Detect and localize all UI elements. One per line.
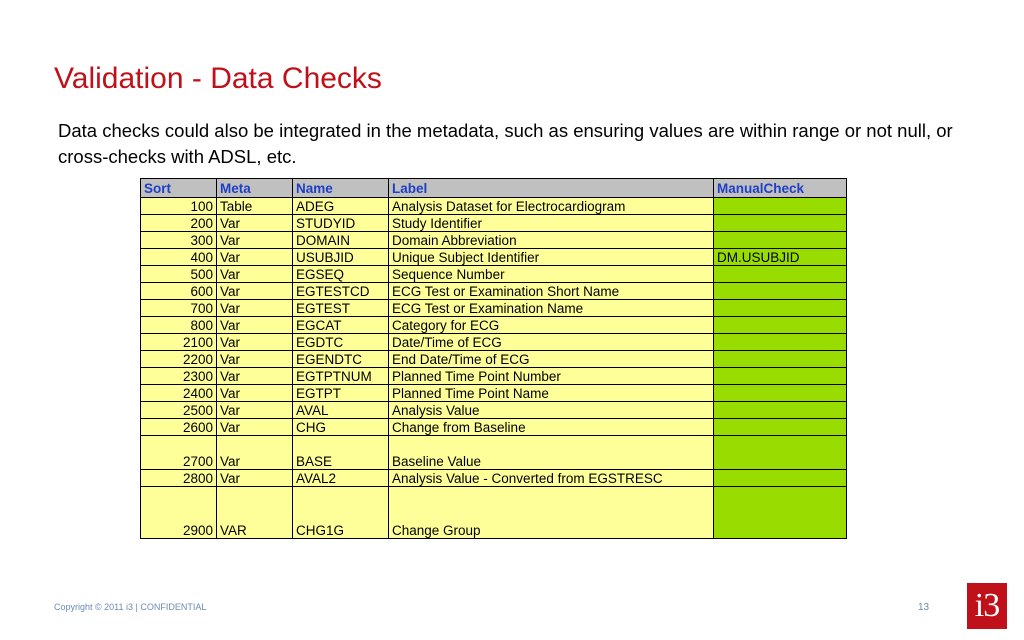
table-row bbox=[141, 300, 847, 317]
cell-sort: 2400 bbox=[141, 385, 217, 402]
cell-manualcheck bbox=[714, 266, 847, 283]
cell-name: CHG1G bbox=[293, 487, 389, 539]
header-sort: Sort bbox=[141, 179, 217, 198]
cell-manualcheck bbox=[714, 385, 847, 402]
i3-logo: i3 bbox=[967, 583, 1007, 629]
cell-label: Sequence Number bbox=[389, 266, 714, 283]
cell-meta: Var bbox=[217, 317, 293, 334]
page-number: 13 bbox=[918, 602, 930, 613]
cell-sort: 2300 bbox=[141, 368, 217, 385]
cell-sort: 2800 bbox=[141, 470, 217, 487]
cell-label: Baseline Value bbox=[389, 436, 714, 470]
cell-manualcheck bbox=[714, 402, 847, 419]
cell-name: EGENDTC bbox=[293, 351, 389, 368]
cell-name: STUDYID bbox=[293, 215, 389, 232]
cell-label: Unique Subject Identifier bbox=[389, 249, 714, 266]
cell-manualcheck bbox=[714, 351, 847, 368]
cell-sort: 2100 bbox=[141, 334, 217, 351]
table-row bbox=[141, 385, 847, 402]
cell-sort: 2900 bbox=[141, 487, 217, 539]
table-row bbox=[141, 198, 847, 215]
cell-sort: 300 bbox=[141, 232, 217, 249]
table-row bbox=[141, 368, 847, 385]
table-row bbox=[141, 334, 847, 351]
cell-name: EGTESTCD bbox=[293, 283, 389, 300]
cell-manualcheck bbox=[714, 300, 847, 317]
cell-label: Study Identifier bbox=[389, 215, 714, 232]
cell-label: Analysis Value - Converted from EGSTRESC bbox=[389, 470, 714, 487]
cell-name: EGTPT bbox=[293, 385, 389, 402]
cell-manualcheck: DM.USUBJID bbox=[714, 249, 847, 266]
cell-meta: Var bbox=[217, 385, 293, 402]
cell-label: Date/Time of ECG bbox=[389, 334, 714, 351]
cell-sort: 500 bbox=[141, 266, 217, 283]
cell-meta: Var bbox=[217, 351, 293, 368]
table-row bbox=[141, 232, 847, 249]
table-row bbox=[141, 436, 847, 470]
cell-manualcheck bbox=[714, 487, 847, 539]
header-label: Label bbox=[389, 179, 714, 198]
cell-manualcheck bbox=[714, 232, 847, 249]
table-row bbox=[141, 266, 847, 283]
cell-sort: 2500 bbox=[141, 402, 217, 419]
table-row bbox=[141, 283, 847, 300]
cell-meta: Var bbox=[217, 249, 293, 266]
cell-manualcheck bbox=[714, 334, 847, 351]
cell-manualcheck bbox=[714, 419, 847, 436]
cell-name: USUBJID bbox=[293, 249, 389, 266]
header-meta: Meta bbox=[217, 179, 293, 198]
cell-sort: 200 bbox=[141, 215, 217, 232]
cell-meta: Var bbox=[217, 300, 293, 317]
table-row bbox=[141, 402, 847, 419]
cell-label: ECG Test or Examination Short Name bbox=[389, 283, 714, 300]
cell-label: Analysis Dataset for Electrocardiogram bbox=[389, 198, 714, 215]
cell-label: Change from Baseline bbox=[389, 419, 714, 436]
cell-manualcheck bbox=[714, 470, 847, 487]
footer-copyright: Copyright © 2011 i3 | CONFIDENTIAL bbox=[54, 602, 207, 612]
cell-name: EGDTC bbox=[293, 334, 389, 351]
cell-meta: Var bbox=[217, 402, 293, 419]
cell-name: EGCAT bbox=[293, 317, 389, 334]
slide-body-text: Data checks could also be integrated in the metadata, such as ensuring values are within range or not null, or cross-checks with ADSL, etc. bbox=[58, 120, 953, 167]
cell-label: Analysis Value bbox=[389, 402, 714, 419]
cell-meta: Table bbox=[217, 198, 293, 215]
table-row bbox=[141, 351, 847, 368]
cell-name: EGTPTNUM bbox=[293, 368, 389, 385]
cell-meta: Var bbox=[217, 215, 293, 232]
cell-meta: VAR bbox=[217, 487, 293, 539]
cell-name: EGSEQ bbox=[293, 266, 389, 283]
table-row bbox=[141, 470, 847, 487]
table-row bbox=[141, 249, 847, 266]
table-row bbox=[141, 215, 847, 232]
cell-label: ECG Test or Examination Name bbox=[389, 300, 714, 317]
cell-sort: 100 bbox=[141, 198, 217, 215]
cell-manualcheck bbox=[714, 283, 847, 300]
cell-label: Planned Time Point Name bbox=[389, 385, 714, 402]
cell-meta: Var bbox=[217, 436, 293, 470]
cell-meta: Var bbox=[217, 334, 293, 351]
cell-sort: 400 bbox=[141, 249, 217, 266]
cell-meta: Var bbox=[217, 232, 293, 249]
cell-manualcheck bbox=[714, 368, 847, 385]
cell-meta: Var bbox=[217, 283, 293, 300]
cell-label: Planned Time Point Number bbox=[389, 368, 714, 385]
table-row bbox=[141, 419, 847, 436]
metadata-table bbox=[140, 178, 847, 539]
cell-meta: Var bbox=[217, 470, 293, 487]
cell-sort: 700 bbox=[141, 300, 217, 317]
cell-name: AVAL bbox=[293, 402, 389, 419]
slide-title: Validation - Data Checks bbox=[54, 62, 382, 95]
cell-name: CHG bbox=[293, 419, 389, 436]
cell-sort: 2600 bbox=[141, 419, 217, 436]
cell-manualcheck bbox=[714, 436, 847, 470]
cell-meta: Var bbox=[217, 266, 293, 283]
header-manualcheck: ManualCheck bbox=[714, 179, 847, 198]
table-header-row bbox=[141, 179, 847, 198]
cell-manualcheck bbox=[714, 215, 847, 232]
cell-sort: 600 bbox=[141, 283, 217, 300]
cell-sort: 2200 bbox=[141, 351, 217, 368]
cell-name: ADEG bbox=[293, 198, 389, 215]
cell-sort: 2700 bbox=[141, 436, 217, 470]
table-body bbox=[141, 198, 847, 539]
cell-label: Category for ECG bbox=[389, 317, 714, 334]
cell-manualcheck bbox=[714, 198, 847, 215]
cell-label: Domain Abbreviation bbox=[389, 232, 714, 249]
cell-meta: Var bbox=[217, 419, 293, 436]
header-name: Name bbox=[293, 179, 389, 198]
cell-manualcheck bbox=[714, 317, 847, 334]
cell-name: BASE bbox=[293, 436, 389, 470]
cell-label: Change Group bbox=[389, 487, 714, 539]
table-row bbox=[141, 317, 847, 334]
table-row bbox=[141, 487, 847, 539]
cell-meta: Var bbox=[217, 368, 293, 385]
cell-name: DOMAIN bbox=[293, 232, 389, 249]
cell-sort: 800 bbox=[141, 317, 217, 334]
cell-label: End Date/Time of ECG bbox=[389, 351, 714, 368]
cell-name: EGTEST bbox=[293, 300, 389, 317]
cell-name: AVAL2 bbox=[293, 470, 389, 487]
